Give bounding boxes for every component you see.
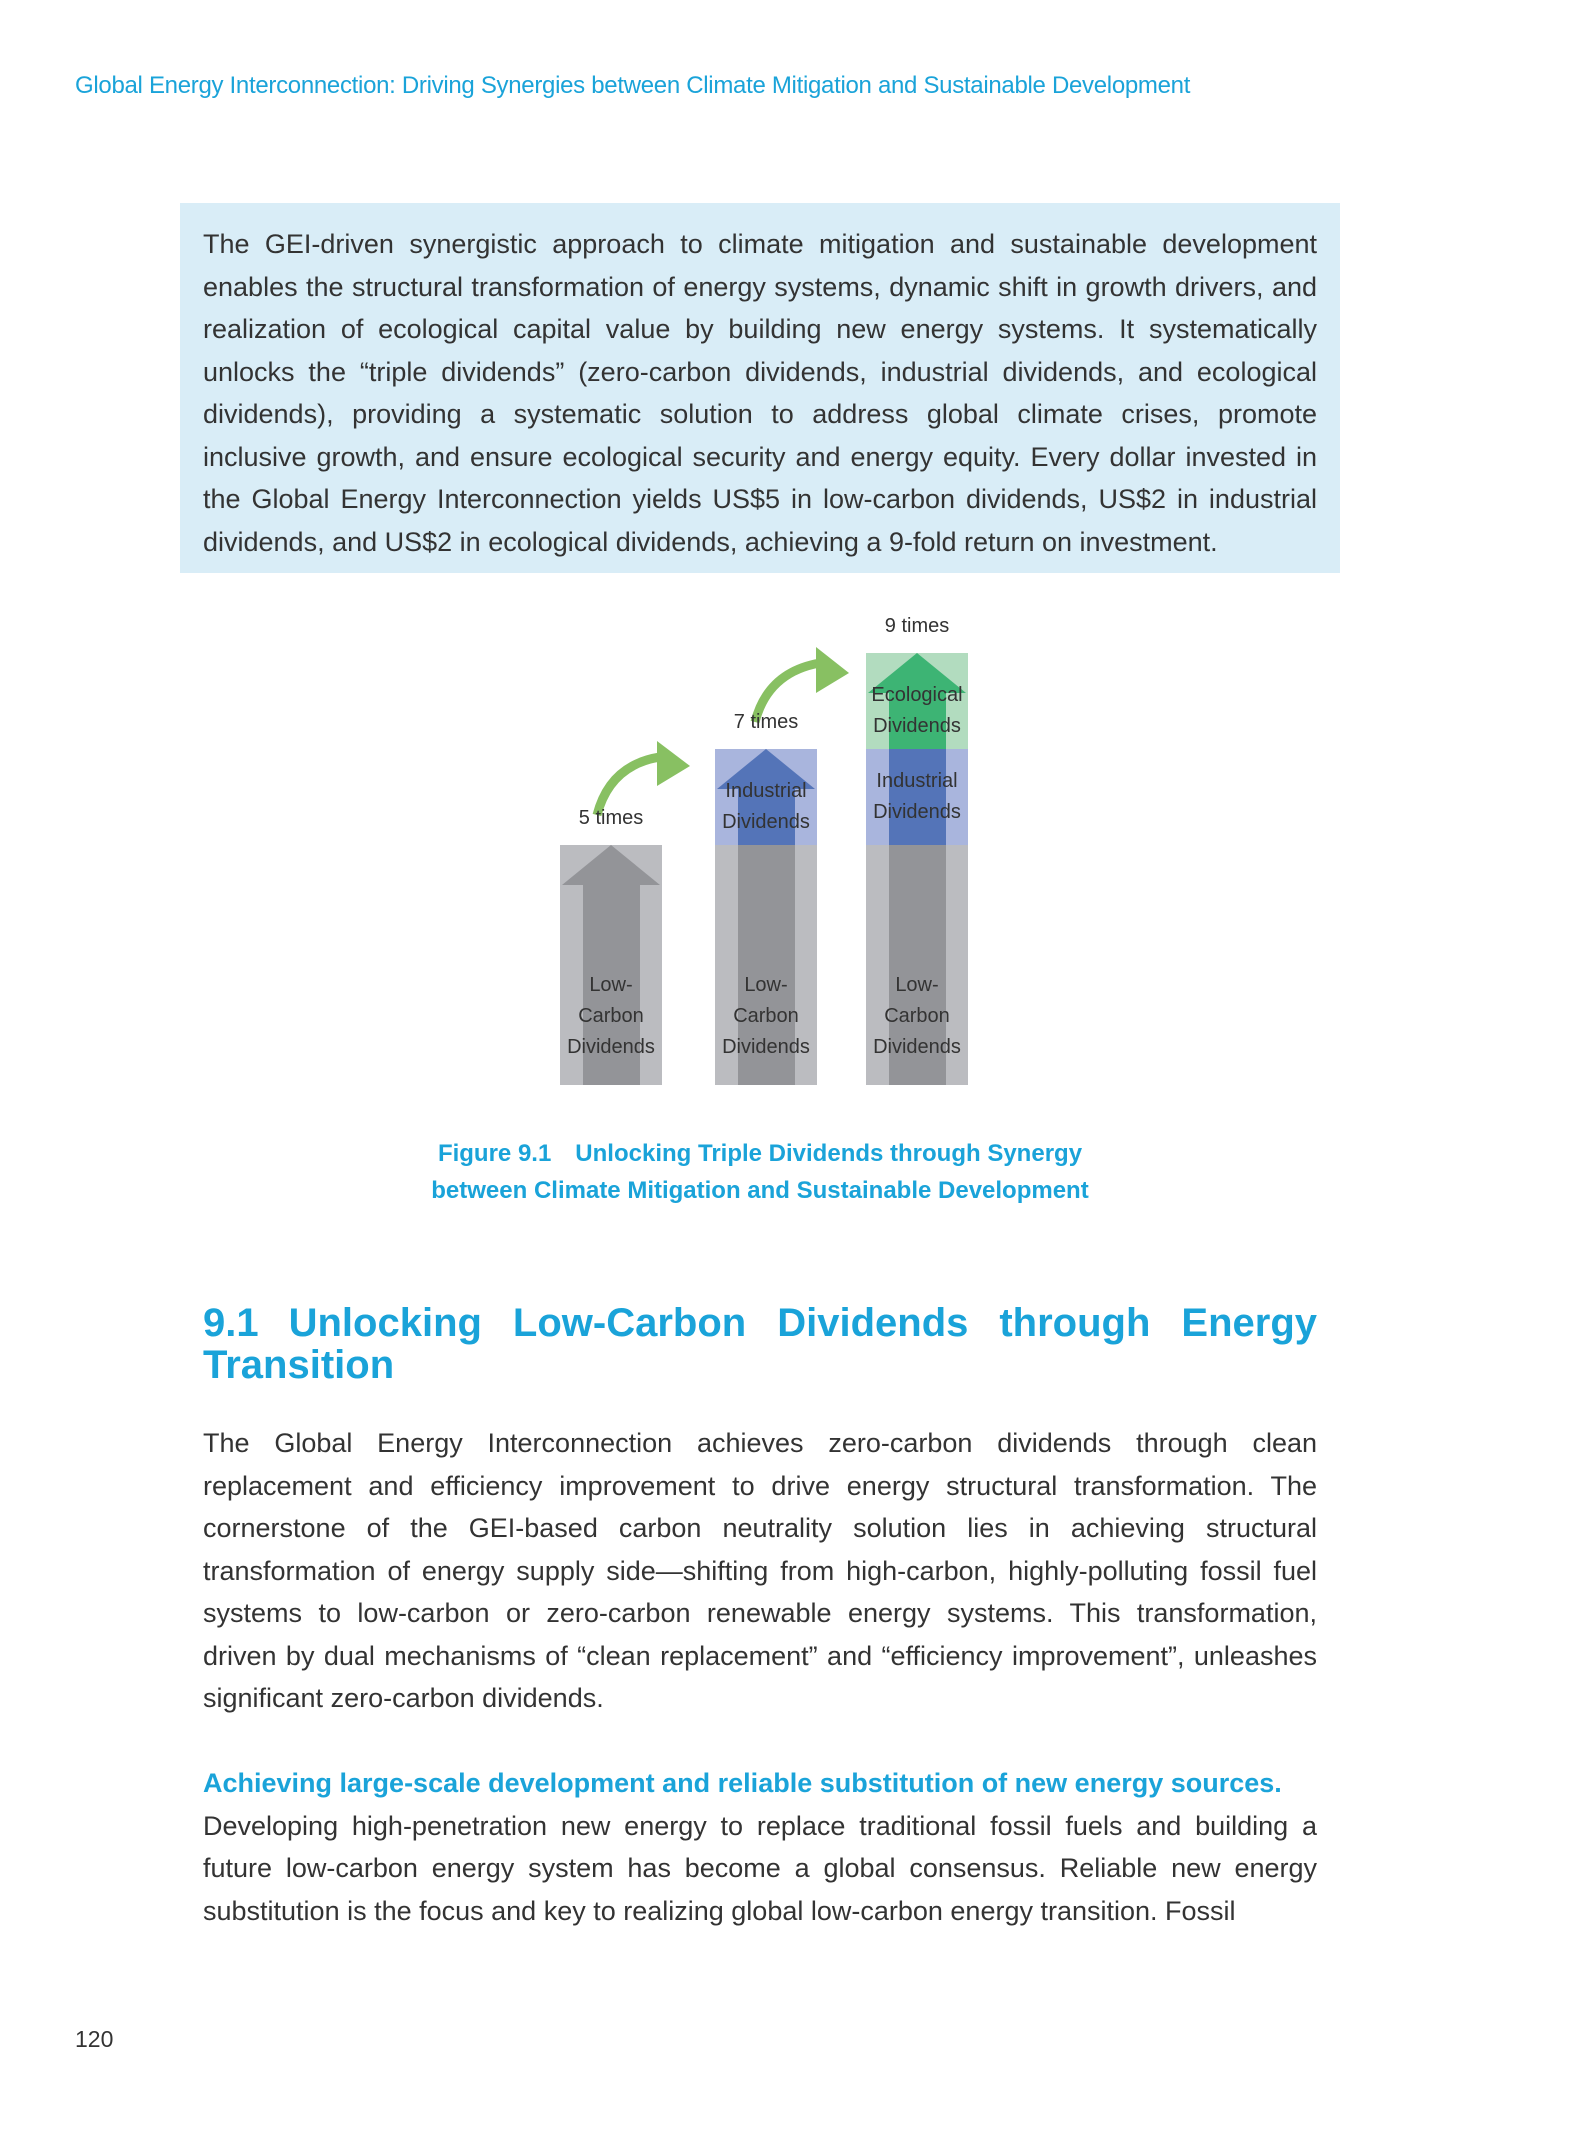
segment-label: Low- Carbon Dividends: [567, 974, 655, 1058]
figure-caption-line-2: between Climate Mitigation and Sustainable Development: [431, 1177, 1089, 1204]
paragraph-text: Developing high-penetration new energy to replace traditional fossil fuels and building a future low-carbon energy system has become a global consensus. Reliable new energy substitution is the focus and key to realizing global low-carbon energy transition. Fossil: [203, 1810, 1317, 1926]
section-title: Unlocking Low-Carbon Dividends through Energy Transition: [203, 1301, 1317, 1387]
paragraph-lead: Achieving large-scale development and reliable substitution of new energy sources.: [203, 1768, 1282, 1798]
figure-caption: [300, 1135, 1220, 1209]
running-header: Global Energy Interconnection: Driving Synergies between Climate Mitigation and Sustainable Development: [75, 72, 1191, 99]
body-paragraph-1: The Global Energy Interconnection achieves zero-carbon dividends through clean replacement and efficiency improvement to drive energy structural transformation. The cornerstone of the GEI-based carbon neutrality solution lies in achieving structural transformation of energy supply side—shifting from high-carbon, highly-polluting fossil fuel systems to low-carbon or zero-carbon renewable energy systems. This transformation, driven by dual mechanisms of “clean replacement” and “efficiency improvement”, unleashes significant zero-carbon dividends.: [203, 1428, 1317, 1713]
summary-box: The GEI-driven synergistic approach to climate mitigation and sustainable development enables the structural transformation of energy systems, dynamic shift in growth drivers, and realization of ecological capital value by building new energy systems. It systematically unlocks the “triple dividends” (zero-carbon dividends, industrial dividends, and ecological dividends), providing a systematic solution to address global climate crises, promote inclusive growth, and ensure ecological security and energy equity. Every dollar invested in the Global Energy Interconnection yields US$5 in low-carbon dividends, US$2 in industrial dividends, and US$2 in ecological dividends, achieving a 9-fold return on investment.: [180, 203, 1340, 573]
segment-label: Industrial Dividends: [722, 780, 810, 833]
triple-dividends-figure: [500, 600, 1020, 1120]
growth-arrow-icon-1: [597, 741, 690, 815]
segment-label: Industrial Dividends: [873, 770, 961, 823]
segment-label: Ecological Dividends: [871, 684, 963, 737]
multiplier-label: 7 times: [733, 711, 799, 733]
section-heading: [203, 1302, 1317, 1386]
industrial-segment: [866, 749, 968, 845]
dividend-bar: [560, 845, 662, 1085]
figure-caption-line-1: Figure 9.1 Unlocking Triple Dividends through Synergy: [437, 1140, 1083, 1167]
multiplier-label: 9 times: [884, 615, 950, 637]
lowcarbon-segment: [715, 845, 817, 1085]
lowcarbon-segment: [866, 845, 968, 1085]
lowcarbon-segment: [560, 845, 662, 1085]
body-paragraph-2: [203, 1762, 1317, 1932]
multiplier-label: 5 times: [578, 807, 644, 829]
page-number: 120: [75, 2026, 114, 2052]
segment-label: Low- Carbon Dividends: [873, 974, 961, 1058]
industrial-segment: [715, 749, 817, 845]
section-number: 9.1: [203, 1301, 259, 1345]
ecological-segment: [866, 653, 968, 749]
dividend-bar: [715, 749, 817, 1085]
segment-label: Low- Carbon Dividends: [722, 974, 810, 1058]
arrow-head-icon: [562, 845, 660, 885]
dividend-bar: [866, 653, 968, 1085]
